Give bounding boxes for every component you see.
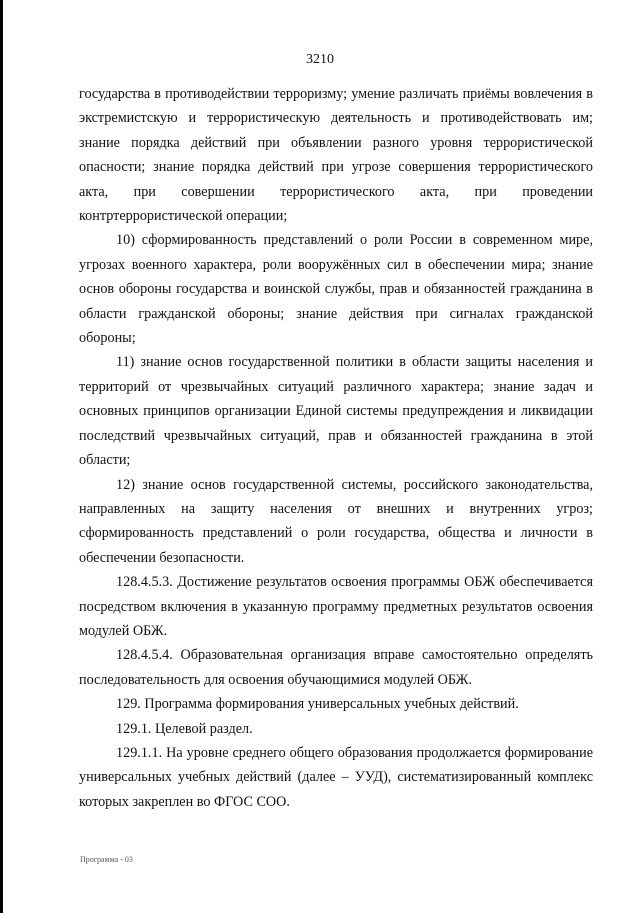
- document-body: [79, 82, 593, 814]
- page-number: 3210: [306, 52, 334, 67]
- paragraph-128-4-5-3: 128.4.5.3. Достижение результатов освоения программы ОБЖ обеспечивается посредством включения в указанную программу предметных результатов освоения модулей ОБЖ.: [79, 574, 593, 639]
- paragraph-item-12: 12) знание основ государственной системы, российского законодательства, направленных на защиту населения от внешних и внутренних угроз; сформированность представлений о роли государства, общества и личности в обеспечении безопасности.: [79, 476, 593, 566]
- paragraph-item-11: 11) знание основ государственной политики в области защиты населения и территорий от чрезвычайных ситуаций различного характера; знание задач и основных принципов организации Единой системы предупреждения и ликвидации последствий чрезвычайных ситуаций, прав и обязанностей гражданина в этой области;: [79, 354, 593, 469]
- scan-left-edge: [0, 0, 3, 913]
- footer-note: Программа - 03: [80, 855, 133, 864]
- paragraph-129: 129. Программа формирования универсальных учебных действий.: [116, 696, 519, 713]
- paragraph-item-10: 10) сформированность представлений о роли России в современном мире, угрозах военного характера, роли вооружённых сил в обеспечении мира; знание основ обороны государства и воинской службы, прав и обязанностей гражданина в области гражданской обороны; знание действия при сигналах гражданской обороны;: [79, 232, 593, 347]
- paragraph-129-1-1: 129.1.1. На уровне среднего общего образования продолжается формирование универсальных учебных действий (далее – УУД), систематизированный комплекс которых закреплен во ФГОС СОО.: [79, 744, 593, 810]
- paragraph-continuation: государства в противодействии терроризму; умение различать приёмы вовлечения в экстремистскую и террористическую деятельность и противодействовать им; знание порядка действий при объявлении разного уровня террористической опасности; знание порядка действий при угрозе совершения террористического акта, при совершении террористического акта, при проведении контртеррористической операции;: [79, 86, 593, 225]
- paragraph-129-1: 129.1. Целевой раздел.: [116, 720, 253, 737]
- paragraph-128-4-5-4: 128.4.5.4. Образовательная организация вправе самостоятельно определять последовательность для освоения обучающимися модулей ОБЖ.: [79, 647, 593, 688]
